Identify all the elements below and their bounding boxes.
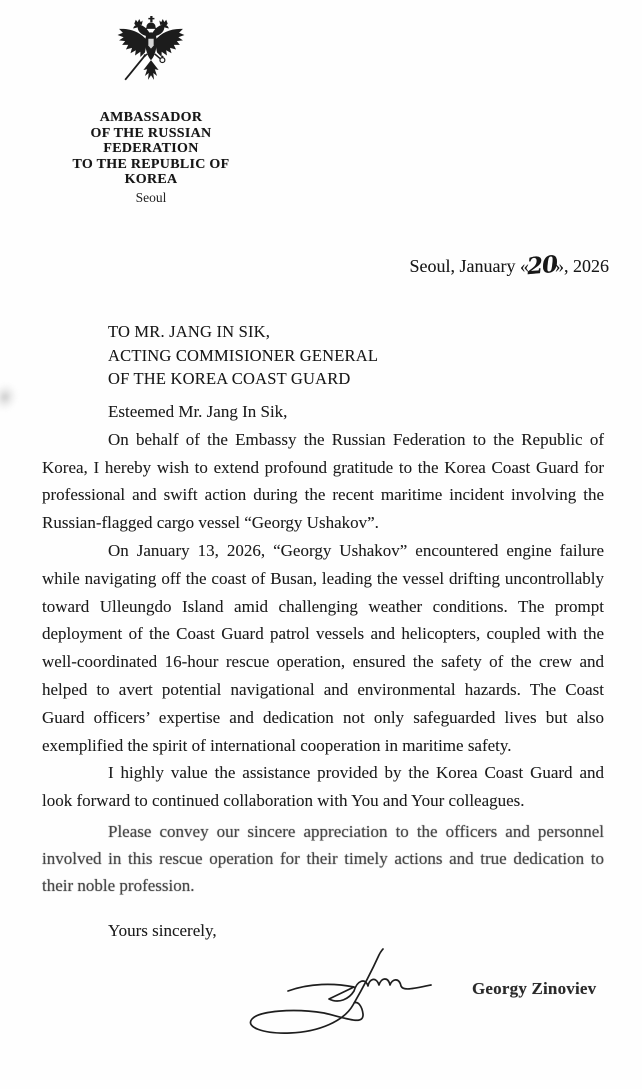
recipient-line2: ACTING COMMISIONER GENERAL (108, 345, 379, 365)
letter-body (42, 398, 604, 944)
letterhead-title-line2: OF THE RUSSIAN FEDERATION (90, 125, 212, 156)
date-suffix: », 2026 (555, 256, 609, 276)
date-line (409, 250, 610, 281)
handwritten-day: 20 (525, 250, 559, 281)
signatory-name: Georgy Zinoviev (472, 979, 597, 998)
body-paragraph-1: On behalf of the Embassy the Russian Federation to the Republic of Korea, I hereby wish to extend profound gratitude to the Korea Coast Guard for professional and swift action during the recent maritime incident involving the Russian-flagged cargo vessel “Georgy Ushakov”. (42, 429, 604, 533)
recipient-line1: TO MR. JANG IN SIK, (108, 322, 271, 341)
body-paragraph-faded: Please convey our sincere appreciation to the officers and personnel involved in this rescue operation for their timely actions and true dedication to their noble profession. (42, 821, 604, 896)
recipient-line3: OF THE KOREA COAST GUARD (108, 369, 351, 388)
letterhead (45, 6, 257, 206)
russian-coat-of-arms-icon (113, 6, 189, 102)
date-prefix: Seoul, January « (409, 256, 529, 276)
valediction: Yours sincerely, (108, 920, 217, 940)
body-paragraph-3: I highly value the assistance provided by the Korea Coast Guard and look forward to continued collaboration with You and Your colleagues. (42, 763, 604, 811)
signature-icon (232, 942, 472, 1052)
letterhead-title-line3: TO THE REPUBLIC OF KOREA (72, 156, 230, 187)
letterhead-city: Seoul (135, 189, 167, 205)
body-paragraph-2: On January 13, 2026, “Georgy Ushakov” encountered engine failure while navigating off the coast of Busan, leading the vessel drifting uncontrollably toward Ulleungdo Island amid challenging weather conditions. The prompt deployment of the Coast Guard patrol vessels and helicopters, coupled with the well-coordinated 16-hour rescue operation, ensured the safety of the crew and helped to avert potential navigational and environmental hazards. The Coast Guard officers’ expertise and dedication not only safeguarded lives but also exemplified the spirit of international cooperation in maritime safety. (42, 540, 604, 755)
recipient-block (108, 320, 378, 391)
letterhead-title-line1: AMBASSADOR (99, 110, 203, 125)
scan-smudge-artifact (0, 380, 21, 414)
salutation: Esteemed Mr. Jang In Sik, (108, 402, 288, 421)
